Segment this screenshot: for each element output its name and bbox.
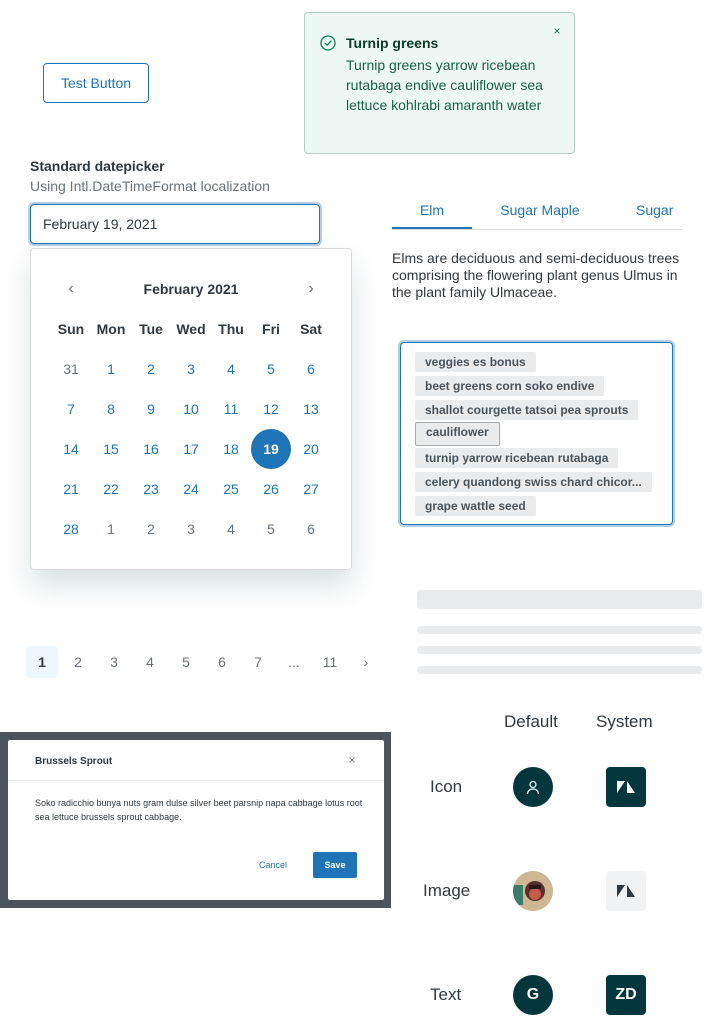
calendar-popup: [30, 248, 352, 570]
tag-item[interactable]: veggies es bonus: [415, 352, 536, 372]
calendar-day[interactable]: 4: [227, 361, 235, 377]
calendar-day[interactable]: 23: [143, 481, 159, 497]
weekday-header: Sat: [300, 321, 322, 337]
skeleton-block: [417, 590, 702, 609]
page-6[interactable]: 6: [218, 654, 226, 670]
weekday-header: Thu: [218, 321, 244, 337]
avatar-row-icon-label: Icon: [430, 777, 463, 796]
datepicker-label: Standard datepicker: [30, 158, 165, 174]
tab-panel: Elms are deciduous and semi-deciduous trees comprising the flowering plant genus Ulmus in the plant family Ulmaceae.: [392, 250, 680, 300]
modal-body: Soko radicchio bunya nuts gram dulse silver beet parsnip napa cabbage lotus root sea lettuce brussels sprout cabbage.: [35, 798, 363, 822]
tab-sugar-maple[interactable]: Sugar Maple: [500, 202, 580, 218]
calendar-day[interactable]: 2: [147, 521, 155, 537]
page-2[interactable]: 2: [74, 654, 82, 670]
calendar-day[interactable]: 24: [183, 481, 199, 497]
page-4[interactable]: 4: [146, 654, 154, 670]
avatar-row-image-label: Image: [423, 881, 471, 900]
calendar-day[interactable]: 22: [103, 481, 119, 497]
calendar-day[interactable]: 14: [63, 441, 79, 457]
tag-item[interactable]: turnip yarrow ricebean rutabaga: [415, 448, 618, 468]
calendar-day[interactable]: 7: [67, 401, 75, 417]
calendar-day[interactable]: 20: [303, 441, 319, 457]
calendar-day-selected-label: 19: [251, 429, 291, 469]
test-button[interactable]: Test Button: [43, 63, 149, 103]
date-input[interactable]: February 19, 2021: [30, 204, 320, 244]
weekday-header: Tue: [139, 321, 163, 337]
calendar-day[interactable]: 10: [183, 401, 199, 417]
calendar-day[interactable]: 18: [223, 441, 239, 457]
chevron-left-icon[interactable]: ‹: [68, 280, 74, 297]
calendar-day[interactable]: 3: [187, 521, 195, 537]
avatar-image: [513, 871, 553, 911]
page-gap: ...: [288, 654, 300, 670]
zendesk-logo-icon: [606, 767, 646, 807]
calendar-day[interactable]: 26: [263, 481, 279, 497]
calendar-day[interactable]: 5: [267, 361, 275, 377]
calendar-day[interactable]: 5: [267, 521, 275, 537]
skeleton-line: [417, 666, 702, 674]
weekday-header: Wed: [176, 321, 206, 337]
calendar-day[interactable]: 1: [107, 361, 115, 377]
calendar-day[interactable]: 12: [263, 401, 279, 417]
weekday-header: Mon: [96, 321, 126, 337]
calendar-day[interactable]: 6: [307, 521, 315, 537]
tag-item-focused[interactable]: cauliflower: [415, 422, 500, 446]
calendar-grid: [51, 309, 331, 549]
close-icon[interactable]: ×: [553, 24, 561, 38]
avatar-column-system: System: [596, 712, 653, 731]
avatar-text-system: ZD: [606, 975, 646, 1015]
calendar-day[interactable]: 27: [303, 481, 319, 497]
page-1[interactable]: 1: [26, 646, 58, 678]
calendar-day[interactable]: 15: [103, 441, 119, 457]
calendar-month-title: February 2021: [143, 281, 239, 297]
page-5[interactable]: 5: [182, 654, 190, 670]
save-button[interactable]: Save: [313, 852, 357, 878]
notification-body: Turnip greens yarrow ricebean rutabaga endive cauliflower sea lettuce kohlrabi amaranth water: [346, 57, 543, 113]
tag-item[interactable]: celery quandong swiss chard chicor...: [415, 472, 652, 492]
tab-sugar[interactable]: Sugar: [636, 202, 674, 218]
calendar-day[interactable]: 21: [63, 481, 79, 497]
avatar-text-default: G: [513, 975, 553, 1015]
calendar-day-selected[interactable]: [251, 429, 291, 469]
avatar-row-text-label: Text: [430, 985, 462, 1004]
skeleton-line: [417, 646, 702, 654]
tab-elm[interactable]: Elm: [392, 194, 472, 230]
calendar-day[interactable]: 28: [63, 521, 79, 537]
weekday-header: Fri: [262, 321, 280, 337]
modal-divider: [8, 780, 384, 781]
calendar-day[interactable]: 4: [227, 521, 235, 537]
calendar-day[interactable]: 9: [147, 401, 155, 417]
cancel-button[interactable]: Cancel: [258, 860, 287, 870]
page-7[interactable]: 7: [254, 654, 262, 670]
zendesk-logo-icon: [606, 871, 646, 911]
calendar-day[interactable]: 17: [183, 441, 199, 457]
tab-list: [392, 194, 682, 230]
calendar-day[interactable]: 6: [307, 361, 315, 377]
calendar-day[interactable]: 2: [147, 361, 155, 377]
page-3[interactable]: 3: [110, 654, 118, 670]
multiselect[interactable]: [400, 342, 673, 525]
calendar-day[interactable]: 11: [223, 401, 239, 417]
notification: [304, 12, 575, 154]
calendar-day[interactable]: 31: [63, 361, 79, 377]
page-11[interactable]: 11: [322, 654, 338, 670]
user-icon: [513, 767, 553, 807]
chevron-right-icon[interactable]: ›: [363, 654, 369, 670]
tag-item[interactable]: beet greens corn soko endive: [415, 376, 604, 396]
notification-title: Turnip greens: [346, 35, 439, 51]
calendar-day[interactable]: 1: [107, 521, 115, 537]
calendar-day[interactable]: 13: [303, 401, 319, 417]
tag-item[interactable]: shallot courgette tatsoi pea sprouts: [415, 400, 638, 420]
modal-dialog: [8, 740, 384, 900]
calendar-day[interactable]: 3: [187, 361, 195, 377]
check-circle-icon: [320, 35, 336, 51]
modal-title: Brussels Sprout: [35, 756, 113, 767]
calendar-day[interactable]: 16: [143, 441, 159, 457]
chevron-right-icon[interactable]: ›: [308, 280, 314, 297]
datepicker-hint: Using Intl.DateTimeFormat localization: [30, 178, 270, 194]
calendar-day[interactable]: 25: [223, 481, 239, 497]
pagination: [26, 646, 386, 678]
calendar-day[interactable]: 8: [107, 401, 115, 417]
tag-item[interactable]: grape wattle seed: [415, 496, 536, 516]
skeleton-line: [417, 626, 702, 634]
calendar-header: [31, 269, 353, 309]
avatar-column-default: Default: [504, 712, 558, 731]
close-icon[interactable]: ×: [348, 753, 356, 767]
weekday-header: Sun: [57, 321, 85, 337]
